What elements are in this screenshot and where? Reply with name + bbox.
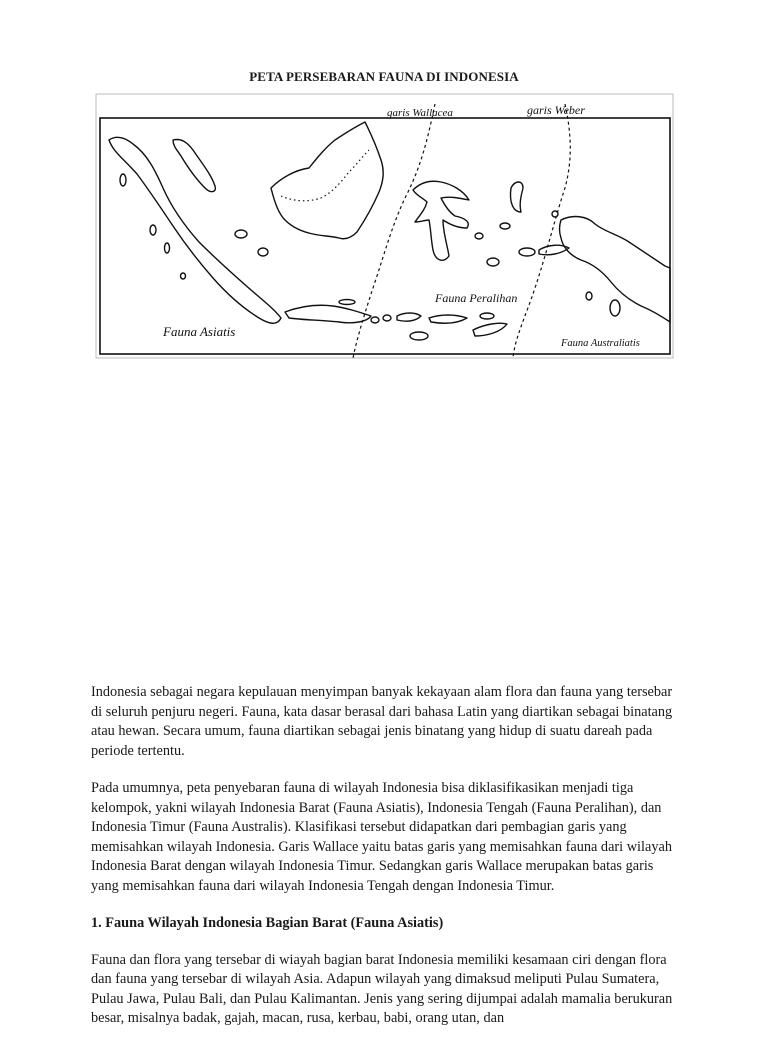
paragraph-fauna-asiatis: Fauna dan flora yang tersebar di wiayah bagian barat Indonesia memiliki kesamaan ciri dengan flora dan fauna yang tersebar di wilayah Asia. Adapun wilayah yang dimaksud meliputi Pulau Sumatera, Pulau Jawa, Pulau Bali, dan Pulau Kalimantan. Jenis yang sering dijumpai adalah mamalia berukuran besar, misalnya badak, gajah, macan, rusa, kerbau, babi, orang utan, dan bbox=[91, 951, 673, 1026]
page-title: PETA PERSEBARAN FAUNA DI INDONESIA bbox=[249, 69, 519, 84]
wallace-line-label: garis Wallacea bbox=[387, 107, 453, 119]
paragraph-classification: Pada umumnya, peta penyebaran fauna di wilayah Indonesia bisa diklasifikasikan menjadi tiga kelompok, yakni wilayah Indonesia Barat (Fauna Asiatis), Indonesia Tengah (Fauna Peralihan), dan Indonesia Timur (Fauna Australis). Klasifikasi tersebut didapatkan dari pembagian garis yang memisahkan wilayah Indonesia. Garis Wallace yaitu batas garis yang memisahkan fauna dari wilayah Indonesia Barat dengan wilayah Indonesia Timur. Sedangkan garis Wallace merupakan batas garis yang memisahkan fauna dari wilayah Indonesia Tengah dengan Indonesia Timur. bbox=[91, 780, 672, 894]
paragraph-intro: Indonesia sebagai negara kepulauan menyimpan banyak kekayaan alam flora dan fauna yang tersebar di seluruh penjuru negeri. Fauna, kata dasar berasal dari bahasa Latin yang diartikan sebagai binatang atau hewan. Secara umum, fauna diartikan sebagai jenis binatang yang hidup di suatu dareah pada periode tertentu. bbox=[91, 684, 673, 759]
article-body bbox=[91, 683, 681, 1047]
fauna-asiatis-label: Fauna Asiatis bbox=[163, 324, 236, 339]
fauna-peralihan-label: Fauna Peralihan bbox=[435, 291, 518, 305]
map-frame bbox=[100, 118, 670, 354]
fauna-distribution-map bbox=[95, 92, 675, 360]
weber-line-label: garis Weber bbox=[527, 103, 585, 117]
section-heading-fauna-asiatis: 1. Fauna Wilayah Indonesia Bagian Barat (Fauna Asiatis) bbox=[91, 915, 444, 931]
fauna-australiatis-label: Fauna Australiatis bbox=[561, 338, 640, 349]
